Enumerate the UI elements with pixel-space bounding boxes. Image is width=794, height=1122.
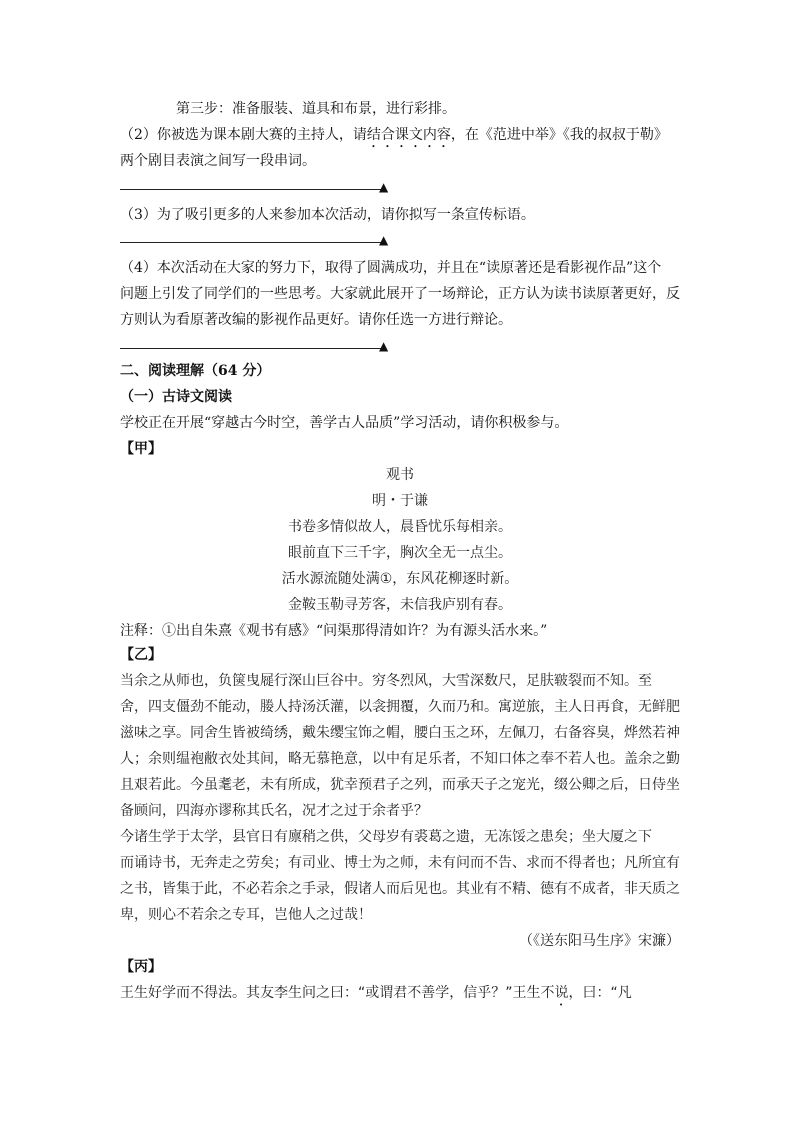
poem-line: 活水源流随处满①，东风花柳逐时新。: [281, 571, 519, 587]
question-4-line1: （4）本次活动在大家的努力下，取得了圆满成功，并且在“读原著还是看影视作品”这个: [120, 260, 662, 276]
poem-line: 眼前直下三千字，胸次全无一点尘。: [288, 545, 512, 561]
passage-line: 而诵诗书，无奔走之劳矣；有司业、博士为之师，未有问而不告、求而不得者也；凡所宜有: [120, 855, 680, 871]
bing-text-pre: 王生好学而不得法。其友李生问之曰：“或谓君不善学，信乎？”王生不: [120, 985, 555, 1001]
passage-line: 且艰若此。今虽耄老，未有所成，犹幸预君子之列，而承天子之宠光，缀公卿之后，日侍坐: [120, 777, 680, 793]
passage-line: 今诸生学于太学，县官日有廪稍之供，父母岁有裘葛之遗，无冻馁之患矣；坐大厦之下: [120, 829, 652, 845]
label-bing: 【丙】: [120, 959, 162, 975]
passage-bing-line1: [120, 983, 680, 1009]
poem-line: 金鞍玉勒寻芳客，未信我庐别有春。: [288, 597, 512, 613]
answer-marker-icon: ▲: [379, 180, 389, 194]
poem-author: 明・于谦: [372, 493, 428, 509]
sub-heading: （一）古诗文阅读: [120, 389, 232, 405]
question-2-line1: [120, 125, 680, 151]
answer-line-q4[interactable]: [120, 348, 384, 349]
question-2-text-post: ，在《范进中举》《我的叔叔于勒》: [450, 127, 668, 143]
label-yi: 【乙】: [120, 647, 162, 663]
question-4-line3: 方则认为看原著改编的影视作品更好。请你任选一方进行辩论。: [120, 312, 512, 328]
passage-line: 备顾问，四海亦谬称其氏名，况才之过于余者乎？: [120, 803, 428, 819]
label-jia: 【甲】: [120, 441, 162, 457]
answer-marker-icon: ▲: [379, 233, 389, 247]
question-4-line2: 问题上引发了同学们的一些思考。大家就此展开了一场辩论，正方认为读书读原著更好，反: [120, 286, 680, 302]
passage-source: （《送东阳马生序》宋濂）: [519, 933, 680, 949]
answer-line-q2[interactable]: [120, 189, 384, 190]
bing-text-post: ，曰：“凡: [568, 985, 632, 1001]
section-heading: 二、阅读理解（64 分）: [120, 363, 271, 379]
question-2-line2: 两个剧目表演之间写一段串词。: [120, 153, 316, 169]
passage-line: 之书，皆集于此，不必若余之手录，假诸人而后见也。其业有不精、德有不成者，非天质之: [120, 881, 680, 897]
question-2-text-pre: （2）你被选为课本剧大赛的主持人，请: [120, 127, 367, 143]
answer-line-q3[interactable]: [120, 242, 384, 243]
passage-line: 当余之从师也，负箧曳屣行深山巨谷中。穷冬烈风，大雪深数尺，足肤皲裂而不知。至: [120, 673, 652, 689]
passage-line: 卑，则心不若余之专耳，岂他人之过哉！: [120, 907, 372, 923]
bing-emphasis: 说: [554, 985, 569, 1001]
step3-text: 第三步：准备服装、道具和布景，进行彩排。: [176, 101, 456, 117]
poem-line: 书卷多情似故人，晨昏忧乐每相亲。: [288, 519, 512, 535]
passage-line: 舍，四支僵劲不能动，媵人持汤沃灌，以衾拥覆，久而乃和。寓逆旅，主人日再食，无鲜肥: [120, 699, 680, 715]
answer-marker-icon: ▲: [379, 339, 389, 353]
question-3: （3）为了吸引更多的人来参加本次活动，请你拟写一条宣传标语。: [120, 207, 535, 223]
poem-title: 观书: [386, 467, 414, 483]
poem-note: 注释：①出自朱熹《观书有感》“问渠那得清如许？为有源头活水来。”: [120, 623, 548, 639]
question-2-emphasis: 结合课文内容: [366, 127, 451, 143]
passage-line: 人；余则缊袍敝衣处其间，略无慕艳意，以中有足乐者，不知口体之奉不若人也。盖余之勤: [120, 751, 680, 767]
activity-intro: 学校正在开展“穿越古今时空，善学古人品质”学习活动，请你积极参与。: [120, 415, 569, 431]
passage-line: 滋味之享。同舍生皆被绮绣，戴朱缨宝饰之帽，腰白玉之环，左佩刀，右备容臭，烨然若神: [120, 725, 680, 741]
